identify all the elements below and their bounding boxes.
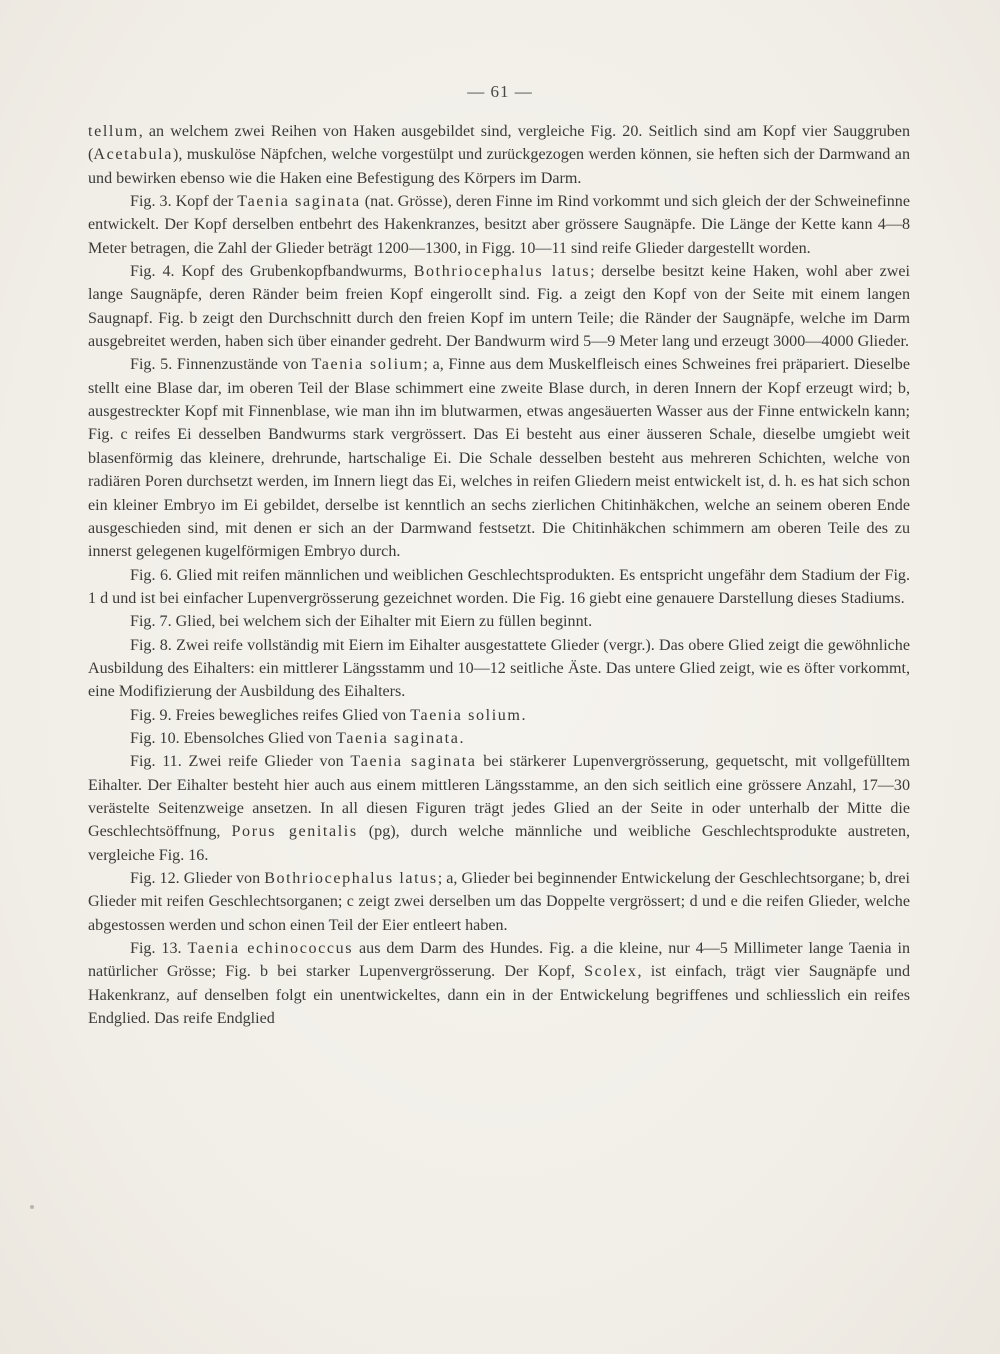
text-run: (nat. Grösse), deren Finne im Rind vorkommt und sich gleich der der Schweinefinne entwickelt. Der Kopf derselben entbehrt des Hakenkranzes, besitzt aber grössere Saugnäpfe. Die Länge der Kette kann 4—8 Meter betragen, die Zahl der Glieder beträgt 1200—1300, in Figg. 10—11 sind reife Glieder dargestellt worden. [88, 193, 910, 257]
text-run: Fig. 13. [130, 940, 188, 958]
spaced-term: Taenia saginata [237, 193, 361, 211]
text-run: aus dem Darm des Hundes. Fig. a die kleine, nur 4—5 Millimeter lange Taenia in natürlicher Grösse; Fig. b bei starker Lupenvergrösserung. Der Kopf, [88, 940, 910, 981]
text-run: Fig. 12. Glieder von [130, 870, 265, 887]
page-number: — 61 — [467, 82, 533, 101]
spaced-term: Porus genitalis [231, 823, 358, 841]
text-run: . [521, 706, 526, 724]
spaced-term: Bothriocephalus latus [413, 263, 591, 281]
paragraph-fig-13 [88, 937, 910, 1030]
paragraph-fig-12 [88, 867, 910, 937]
paper-speck [30, 1205, 34, 1209]
text-run: Fig. 5. Finnenzustände von [130, 356, 312, 374]
paragraph-fig-5 [88, 353, 910, 563]
paragraph-fig-10 [88, 727, 910, 750]
text-run: ; derselbe besitzt keine Haken, wohl aber zwei lange Saugnäpfe, deren Ränder beim freien Kopf eingerollt sind. Fig. a zeigt den Kopf von der Seite mit einem langen Saugnapf. Fig. b zeigt den Durchschnitt durch den freien Kopf im untern Teile; die Ränder der Saugnäpfe, welche im Darm ausgebreitet werden, haben sich über einander gedreht. Der Bandwurm wird 5—9 Meter lang und erzeugt 3000—4000 Glieder. [88, 263, 910, 351]
paragraph [88, 120, 910, 190]
text-run: ; a, Finne aus dem Muskelfleisch eines Schweines frei präpariert. Dieselbe stellt eine Blase dar, im oberen Teil der Blase schimmert eine zweite Blase durch, in deren Innern der Kopf erzeugt wird; b, ausgestreckter Kopf mit Finnenblase, wie man ihn im blutwarmen, etwas angesäuerten Wasser aus der Finne entwickeln kann; Fig. c reifes Ei desselben Bandwurms stark vergrössert. Das Ei besteht aus einer äusseren Schale, dieselbe umgiebt weit blasenförmig das kleinere, drehrunde, hartschalige Ei. Die Schale desselben besteht aus mehreren Schichten, welche von radiären Poren durchsetzt werden, im Innern liegt das Ei, welches in reifen Gliedern meist entwickelt ist, d. h. es hat sich schon ein kleiner Embryo im Ei gebildet, derselbe ist kenntlich an sechs zierlichen Chitinhäkchen, welche an seinem oberen Ende ausgeschieden sind, mit denen er sich an der Darmwand festsetzt. Die Chitinhäkchen schimmern am oberen Teile des zu innerst gelegenen kugelförmigen Embryo durch. [88, 356, 911, 561]
paragraph-fig-9 [88, 704, 910, 727]
text-run: ; a, Glieder bei beginnender Entwickelung der Geschlechtsorgane; b, drei Glieder mit reifen Geschlechtsorganen; c zeigt zwei derselben um das Doppelte vergrössert; d und e die reifen Glieder, welche abgestossen werden und schon einen Teil der Eier entleert haben. [88, 870, 910, 934]
spaced-term: Taenia solium [311, 356, 424, 374]
text-run: bei stärkerer Lupenvergrösserung, gequetscht, mit vollgefülltem Eihalter. Der Eihalter besteht hier auch aus einem mittleren Längsstamme, an den sich seitlich eine grössere Anzahl, 17—30 verästelte Seitenzweige ansetzen. In all diesen Figuren trägt jedes Glied an der Seite in oder unterhalb der Mitte die Geschlechtsöffnung, [88, 753, 910, 841]
text-run: Fig. 10. Ebensolches Glied von [130, 729, 337, 747]
text-run: (pg), durch welche männliche und weibliche Geschlechtsprodukte austreten, vergleiche Fig. 16. [88, 823, 911, 864]
spaced-term: Acetabula [93, 146, 173, 164]
paragraph-fig-6 [88, 564, 910, 611]
spaced-term: Taenia saginata [336, 729, 460, 747]
paragraph-fig-11 [88, 750, 910, 867]
text-run: Fig. 9. Freies bewegliches reifes Glied von [130, 706, 411, 724]
text-run: , an welchem zwei Reihen von Haken ausgebildet sind, vergleiche Fig. 20. Seitlich sind am Kopf vier Sauggruben ( [88, 123, 910, 164]
spaced-term: Taenia saginata [350, 753, 477, 771]
text-run: Fig. 8. Zwei reife vollständig mit Eiern im Eihalter ausgestattete Glieder (vergr.). Das obere Glied zeigt die gewöhnliche Ausbildung des Eihalters: ein mittlerer Längsstamm und 10—12 seitliche Äste. Das untere Glied zeigt, wie es öfter vorkommt, eine Modifizierung der Ausbildung des Eihalters. [88, 636, 910, 701]
body-text [88, 120, 910, 1030]
paragraph-fig-7 [88, 610, 910, 633]
text-run: Fig. 4. Kopf des Grubenkopfbandwurms, [130, 263, 414, 281]
text-run: Fig. 6. Glied mit reifen männlichen und weiblichen Geschlechtsprodukten. Es entspricht ungefähr dem Stadium der Fig. 1 d und ist bei einfacher Lupenvergrösserung gezeichnet worden. Die Fig. 16 giebt eine genauere Darstellung dieses Stadiums. [88, 566, 910, 607]
spaced-term: Taenia solium [410, 706, 522, 724]
text-run: Fig. 3. Kopf der [130, 193, 238, 211]
spaced-term: Taenia echinococcus [187, 940, 354, 958]
text-run: . [459, 729, 464, 747]
paragraph-fig-8 [88, 634, 910, 704]
text-run: Fig. 7. Glied, bei welchem sich der Eihalter mit Eiern zu füllen beginnt. [130, 613, 593, 631]
text-run: , ist einfach, trägt vier Saugnäpfe und Hakenkranz, auf denselben folgt ein unentwickeltes, dann ein in der Entwickelung begriffenes und schliesslich ein reifes Endglied. Das reife Endglied [88, 963, 910, 1028]
spaced-term: Bothriocephalus latus [264, 870, 438, 887]
spaced-term: Scolex [584, 963, 638, 981]
text-run: ), muskulöse Näpfchen, welche vorgestülpt und zurückgezogen werden können, sie heften sich der Darmwand an und bewirken ebenso wie die Haken eine Befestigung des Körpers im Darm. [88, 146, 910, 187]
paragraph-fig-4 [88, 260, 910, 353]
spaced-term: tellum [88, 123, 139, 140]
paragraph-fig-3 [88, 190, 910, 260]
text-run: Fig. 11. Zwei reife Glieder von [130, 753, 351, 771]
